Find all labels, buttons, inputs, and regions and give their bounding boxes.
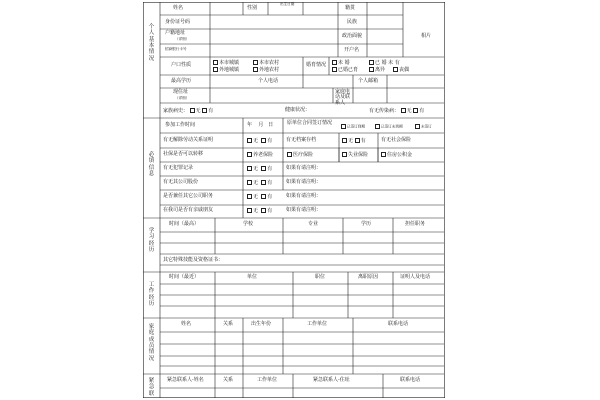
checkbox-icon	[369, 67, 374, 72]
yes-no-option[interactable]: 无 有	[247, 208, 272, 214]
yes-no-option[interactable]: 无 有	[247, 194, 272, 200]
marital-option[interactable]: 未 婚	[332, 60, 350, 66]
emergency-col-relation: 关系	[223, 377, 234, 383]
housing-fund-option[interactable]: 住房公积金	[381, 152, 412, 158]
family-col-name: 姓名	[181, 321, 192, 327]
label-political-status: 政治面貌	[342, 33, 363, 39]
medical-option[interactable]: 医疗保险	[287, 152, 313, 158]
label-hukou-note: （详细）	[175, 37, 190, 41]
checkbox-icon	[261, 166, 266, 171]
label-orig-contract: 原单位合同签订情况	[287, 120, 333, 126]
emergency-col-address: 紧急联系人-住址	[313, 377, 350, 383]
checkbox-icon	[253, 60, 258, 65]
pension-option[interactable]: 养老保险	[247, 152, 273, 158]
yes-no-option[interactable]: 无 有	[247, 166, 272, 172]
checkbox-icon	[261, 138, 266, 143]
marital-option[interactable]: 已婚已育	[332, 67, 358, 73]
checkbox-icon	[247, 180, 252, 185]
checkbox-icon	[332, 67, 337, 72]
section-education: 学习经历	[148, 228, 155, 253]
marital-option[interactable]: 离异	[369, 67, 385, 73]
checkbox-icon	[247, 208, 252, 213]
label-if-yes: 如果有请注明：	[286, 193, 322, 199]
label-birth-date: 出生日期	[280, 2, 295, 6]
label-relatives: 在我司是否有亲戚朋友	[163, 207, 214, 213]
photo-placeholder: 相片	[421, 33, 432, 39]
checkbox-icon	[190, 108, 195, 113]
checkbox-icon	[202, 108, 207, 113]
label-native-place: 籍贯	[345, 5, 356, 11]
label-other-job: 是否兼任其它公司职务	[163, 193, 214, 199]
checkbox-icon	[381, 152, 386, 157]
checkbox-icon	[341, 124, 346, 129]
checkbox-icon	[401, 108, 406, 113]
checkbox-icon	[287, 152, 292, 157]
label-archives: 有无档案存档	[286, 137, 317, 143]
emergency-col-company: 工作单位	[257, 377, 278, 383]
section-required: 必填信息	[148, 152, 155, 177]
label-criminal: 有无犯罪记录	[163, 165, 194, 171]
edu-col-degree: 学历	[361, 221, 372, 227]
label-gender: 性别	[247, 5, 258, 11]
checkbox-icon	[247, 138, 252, 143]
yes-no-option[interactable]: 无 有	[247, 138, 272, 144]
label-infectious: 有无传染病： 无 有	[369, 108, 425, 114]
checkbox-icon	[213, 60, 218, 65]
checkbox-icon	[332, 60, 337, 65]
edu-col-position: 担任职务	[405, 221, 426, 227]
label-account-name: 开户名	[344, 47, 360, 53]
checkbox-icon	[393, 67, 398, 72]
family-col-birth: 出生年份	[251, 321, 272, 327]
section-emergency: 紧急联	[148, 378, 155, 397]
unemployment-option[interactable]: 失业保险	[342, 152, 368, 158]
label-social-ins: 有无社会保险	[381, 137, 412, 143]
edu-col-time: 时间（最高）	[169, 221, 200, 227]
checkbox-icon	[375, 124, 380, 129]
label-if-yes: 如果有请注明：	[286, 207, 322, 213]
contract-option[interactable]: 已签订到期	[341, 124, 365, 129]
work-col-reason: 离职原因	[358, 274, 379, 280]
emergency-col-phone: 联系电话	[400, 377, 421, 383]
label-name: 姓名	[173, 5, 184, 11]
section-basic: 个人基本情况	[148, 24, 155, 62]
contract-option[interactable]: 未签订	[415, 124, 432, 129]
work-col-time: 时间（最近）	[169, 274, 200, 280]
label-personal-phone: 个人电话	[258, 78, 279, 84]
section-family: 家庭成员情况	[148, 324, 155, 362]
edu-col-major: 专业	[308, 221, 319, 227]
label-if-yes: 如果有请注明：	[286, 179, 322, 185]
checkbox-icon	[369, 60, 374, 65]
label-highest-edu: 最高学历	[171, 78, 192, 84]
label-social-transfer: 社保是否可以转移	[163, 151, 204, 157]
section-work: 工作经历	[148, 282, 155, 307]
checkbox-icon	[355, 138, 360, 143]
label-company-shares: 有无其公司股份	[163, 179, 199, 185]
hukou-option[interactable]: 本市城镇	[213, 60, 239, 66]
label-hukou-type: 户口性质	[171, 62, 192, 68]
label-personal-email: 个人邮箱	[358, 78, 379, 84]
work-col-company: 单位	[247, 274, 258, 280]
checkbox-icon	[413, 108, 418, 113]
checkbox-icon	[247, 194, 252, 199]
application-form	[143, 2, 445, 398]
work-col-post: 职位	[315, 274, 326, 280]
label-labor-relation: 有无解除劳动关系证明	[163, 137, 214, 143]
label-if-yes: 如果有请注明：	[286, 165, 322, 171]
checkbox-icon	[342, 152, 347, 157]
label-id-number: 身份证号码	[165, 19, 191, 25]
yes-no-option[interactable]: 无 有	[247, 180, 272, 186]
checkbox-icon	[253, 67, 258, 72]
label-bank-card: 招商银行卡号	[165, 47, 187, 51]
label-family-history: 家族病史： 无 有	[163, 108, 214, 114]
join-date-ymd: 年 月 日	[247, 122, 274, 128]
label-ethnicity: 民族	[347, 19, 358, 25]
label-current-note: （详细）	[175, 96, 190, 100]
yes-no-option[interactable]: 无 有	[342, 138, 366, 144]
checkbox-icon	[247, 166, 252, 171]
hukou-option[interactable]: 外地农村	[253, 67, 279, 73]
checkbox-icon	[213, 67, 218, 72]
marital-option[interactable]: 丧偶	[393, 67, 409, 73]
label-hukou-address: 户籍地址	[165, 30, 186, 36]
label-marital: 婚育情况	[306, 62, 327, 68]
family-col-phone: 联系电话	[388, 321, 409, 327]
marital-option[interactable]: 已 婚 未 有	[369, 60, 400, 66]
label-health: 健康状况：	[285, 107, 311, 113]
label-current-address: 现住址	[173, 89, 189, 95]
edu-col-school: 学校	[243, 221, 254, 227]
checkbox-icon	[342, 138, 347, 143]
family-col-relation: 关系	[223, 321, 234, 327]
checkbox-icon	[261, 208, 266, 213]
contract-option[interactable]: 已签订未到期	[375, 124, 403, 129]
label-family-phone: 家庭电话及联系人	[335, 89, 351, 106]
hukou-option[interactable]: 本市农村	[253, 60, 279, 66]
family-col-company: 工作单位	[307, 321, 328, 327]
hukou-option[interactable]: 外地城镇	[213, 67, 239, 73]
checkbox-icon	[247, 152, 252, 157]
checkbox-icon	[261, 180, 266, 185]
label-skills: 其它特殊技能及资格证书：	[163, 257, 224, 263]
checkbox-icon	[415, 124, 420, 129]
checkbox-icon	[261, 194, 266, 199]
work-col-reference: 证明人及电话	[400, 274, 431, 280]
emergency-col-name: 紧急联系人-姓名	[167, 377, 204, 383]
label-join-date: 参加工作时间	[165, 122, 196, 128]
